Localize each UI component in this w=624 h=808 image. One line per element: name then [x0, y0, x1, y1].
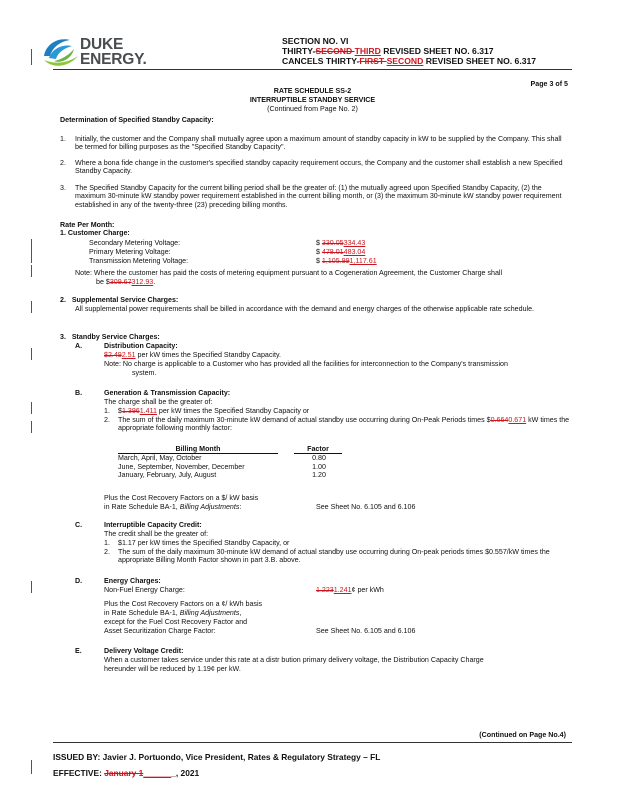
customer-charge-heading: 1. Customer Charge: — [60, 229, 130, 237]
effective-suffix: _, 2021 — [171, 768, 200, 778]
issued-by: ISSUED BY: Javier J. Portuondo, Vice President, Rates & Regulatory Strategy – FL — [53, 752, 381, 762]
table-row — [118, 463, 344, 471]
rate-per-month-heading: Rate Per Month: — [60, 221, 115, 229]
charge-text: per kW times the Specified Standby Capacity. — [135, 351, 281, 359]
distribution-capacity-charge — [104, 351, 281, 359]
section-e-letter: E. — [75, 647, 82, 655]
cancels-sheet-line — [282, 56, 536, 66]
change-bar — [31, 49, 32, 65]
supplemental-heading: 2. Supplemental Service Charges: — [60, 296, 179, 304]
old-value: 1.223 — [316, 586, 334, 594]
secondary-metering-charge — [316, 239, 365, 247]
primary-metering-label: Primary Metering Voltage: — [89, 248, 171, 256]
billing-month-header-text: Billing Month — [118, 445, 278, 454]
table-row — [118, 471, 344, 479]
credit-item-2: The sum of the daily maximum 30-minute kW demand of actual standby use occurring during On-peak periods times $0.557/kW times the appropriate Billing Month Factor shown in part 3.B. above. — [118, 548, 550, 565]
item-text: per kW times the Specified Standby Capacity or — [156, 407, 310, 415]
b-sheet-reference: See Sheet No. 6.105 and 6.106 — [316, 503, 416, 511]
billing-adjustments-text: Billing Adjustments — [179, 609, 240, 617]
change-bar — [31, 251, 32, 263]
cost-text: in Rate Schedule BA-1, — [104, 503, 180, 511]
table-row — [118, 454, 344, 462]
change-bar — [31, 760, 32, 774]
change-bar — [31, 301, 32, 313]
continued-from: (Continued from Page No. 2) — [267, 105, 358, 113]
sheet-prefix: THIRTY- — [282, 46, 316, 56]
credit-item-number: 2. — [104, 548, 110, 556]
generation-intro: The charge shall be the greater of: — [104, 398, 213, 406]
distribution-capacity-note-end: system. — [132, 369, 157, 377]
currency-prefix: $ — [316, 248, 322, 256]
old-value: 478.01 — [321, 248, 344, 256]
currency-prefix: $ — [486, 416, 491, 424]
duke-energy-swoosh-icon — [40, 34, 82, 70]
billing-month-header — [118, 445, 294, 454]
currency-prefix: $ — [316, 257, 322, 265]
d-sheet-reference: See Sheet No. 6.105 and 6.106 — [316, 627, 416, 635]
effective-deleted-date: January 1 — [104, 768, 144, 778]
cost-text: in Rate Schedule BA-1, — [104, 609, 180, 617]
generation-item-number: 2. — [104, 416, 110, 424]
standby-heading: 3. Standby Service Charges: — [60, 333, 160, 341]
credit-item-1: $1.17 per kW times the Specified Standby Capacity, or — [118, 539, 290, 547]
d-cost-recovery-line-4: Asset Securitization Charge Factor: — [104, 627, 216, 635]
section-d-letter: D. — [75, 577, 83, 585]
sheet-inserted-text: THIRD — [354, 46, 381, 56]
billing-adjustments-text: Billing Adjustments — [179, 503, 240, 511]
credit-intro: The credit shall be the greater of: — [104, 530, 209, 538]
d-cost-recovery-line-2 — [104, 609, 241, 617]
section-a-letter: A. — [75, 342, 83, 350]
unit: ¢ per kWh — [351, 586, 384, 594]
generation-item-2 — [118, 416, 570, 433]
page-number: Page 3 of 5 — [530, 80, 568, 88]
change-bar — [31, 348, 32, 360]
change-bar — [31, 265, 32, 277]
transmission-metering-charge — [316, 257, 377, 265]
new-value: 1,117.61 — [349, 257, 377, 265]
sheet-suffix: REVISED SHEET NO. 6.317 — [380, 46, 494, 56]
table-header-row — [118, 445, 344, 454]
revised-sheet-line — [282, 46, 494, 56]
delivery-voltage-text-1: When a customer takes service under this rate at a distr bution primary delivery voltage, the Distribution Capacity Charge — [104, 656, 484, 664]
billing-month-cell: June, September, November, December — [118, 462, 245, 471]
determination-item-number: 1. — [60, 135, 66, 143]
old-value: 309.67 — [109, 278, 132, 286]
determination-item-number: 3. — [60, 184, 66, 192]
cost-text-end: , — [239, 609, 242, 617]
section-b-letter: B. — [75, 389, 83, 397]
factor-cell: 1.20 — [312, 471, 326, 480]
generation-item-1 — [118, 407, 309, 415]
note-suffix: . — [153, 278, 156, 286]
continued-on: (Continued on Page No.4) — [479, 731, 566, 739]
transmission-metering-label: Transmission Metering Voltage: — [89, 257, 189, 265]
delivery-voltage-heading: Delivery Voltage Credit: — [104, 647, 184, 655]
new-value: 1.411 — [139, 407, 157, 415]
billing-month-cell: March, April, May, October — [118, 454, 202, 463]
factor-header-text: Factor — [294, 445, 342, 454]
header-rule — [53, 69, 572, 70]
b-cost-recovery-line-1: Plus the Cost Recovery Factors on a $/ kW basis — [104, 494, 259, 502]
determination-item: Where a bona fide change in the customer's specified standby capacity requirement occurs, the Company and the customer shall establish a new Specified Standby Capacity. — [75, 159, 563, 176]
generation-item-number: 1. — [104, 407, 110, 415]
currency-prefix: $ — [316, 239, 322, 247]
determination-item-number: 2. — [60, 159, 66, 167]
non-fuel-charge — [316, 586, 384, 594]
b-cost-recovery-line-2 — [104, 503, 241, 511]
supplemental-text: All supplemental power requirements shall be billed in accordance with the demand and energy charges of the otherwise applicable rate schedule. — [75, 305, 535, 313]
old-value: 1,105.99 — [321, 257, 350, 265]
new-value: 1.241 — [333, 586, 352, 594]
section-c-letter: C. — [75, 521, 83, 529]
new-value: 334.43 — [343, 239, 366, 247]
service-title: INTERRUPTIBLE STANDBY SERVICE — [249, 96, 376, 104]
distribution-capacity-note: Note: No charge is applicable to a Customer who has provided all the facilities for interconnection to the Company's transmission — [104, 360, 508, 368]
distribution-capacity-heading: Distribution Capacity: — [104, 342, 178, 350]
item-text-2: kW times the appropriate following monthly factor: — [118, 416, 570, 433]
factor-cell: 1.00 — [312, 462, 326, 471]
factor-header — [294, 445, 344, 454]
cancels-prefix: CANCELS THIRTY- — [282, 56, 360, 66]
billing-month-cell: January, February, July, August — [118, 471, 217, 480]
old-value: 330.05 — [321, 239, 344, 247]
determination-item: Initially, the customer and the Company shall mutually agree upon a maximum amount of standby capacity in kW to be supplied by the Company. This shall be termed for billing purposes as the "Specified Standby Capacity". — [75, 135, 562, 152]
secondary-metering-label: Secondary Metering Voltage: — [89, 239, 181, 247]
effective-date — [53, 768, 199, 778]
duke-energy-logo-text — [80, 37, 147, 67]
old-value: $2.49 — [104, 351, 122, 359]
determination-heading: Determination of Specified Standby Capacity: — [60, 116, 214, 124]
change-bar — [31, 421, 32, 433]
primary-metering-charge — [316, 248, 365, 256]
new-value: 2.51 — [121, 351, 136, 359]
d-cost-recovery-line-1: Plus the Cost Recovery Factors on a ¢/ kWh basis — [104, 600, 263, 608]
d-cost-recovery-line-3: except for the Fuel Cost Recovery Factor and — [104, 618, 248, 626]
logo-line-1: DUKE — [80, 36, 124, 53]
determination-item: The Specified Standby Capacity for the current billing period shall be the greater of: (1) the mutually agreed upon Specified Standby Capacity, (2) the maximum 30-minute kW standby power requirement established in the current billing month, or (3) the maximum 30-minute kW standby power requirement established in any of the twenty-three (23) preceding billing months. — [75, 184, 562, 209]
effective-inserted-blank: ______ — [143, 768, 172, 778]
old-value: 1.396 — [121, 407, 140, 415]
change-bar — [31, 239, 32, 251]
change-bar — [31, 402, 32, 414]
sheet-deleted-text: SECOND — [315, 46, 355, 56]
cancels-suffix: REVISED SHEET NO. 6.317 — [423, 56, 537, 66]
non-fuel-label: Non-Fuel Energy Charge: — [104, 586, 185, 594]
cancels-deleted-text: FIRST — [359, 56, 387, 66]
new-value: 0.671 — [508, 416, 527, 424]
billing-month-factor-table — [118, 445, 344, 480]
delivery-voltage-text-2: hereunder will be reduced by 1.19¢ per kW. — [104, 665, 241, 673]
new-value: 312.93 — [131, 278, 154, 286]
cancels-inserted-text: SECOND — [386, 56, 424, 66]
credit-item-number: 1. — [104, 539, 110, 547]
effective-prefix: EFFECTIVE: — [53, 768, 105, 778]
interruptible-credit-heading: Interruptible Capacity Credit: — [104, 521, 202, 529]
note-prefix: be $ — [96, 278, 110, 286]
logo-line-2: ENERGY. — [80, 51, 147, 68]
currency-prefix: $ — [118, 407, 122, 415]
cogeneration-note: Note: Where the customer has paid the costs of metering equipment pursuant to a Cogeneration Agreement, the Customer Charge shall — [75, 269, 503, 277]
cogeneration-note-charge — [96, 278, 155, 286]
generation-transmission-heading: Generation & Transmission Capacity: — [104, 389, 231, 397]
rate-schedule-title: RATE SCHEDULE SS-2 — [273, 87, 352, 95]
footer-rule — [53, 742, 572, 743]
old-value: 0.664 — [490, 416, 509, 424]
item-text: The sum of the daily maximum 30-minute kW demand of actual standby use occurring during On-Peak Periods times — [118, 416, 485, 424]
energy-charges-heading: Energy Charges: — [104, 577, 161, 585]
section-number: SECTION NO. VI — [282, 36, 349, 46]
new-value: 483.04 — [343, 248, 366, 256]
factor-cell: 0.80 — [312, 454, 326, 463]
change-bar — [31, 581, 32, 593]
cost-text-end: : — [239, 503, 242, 511]
